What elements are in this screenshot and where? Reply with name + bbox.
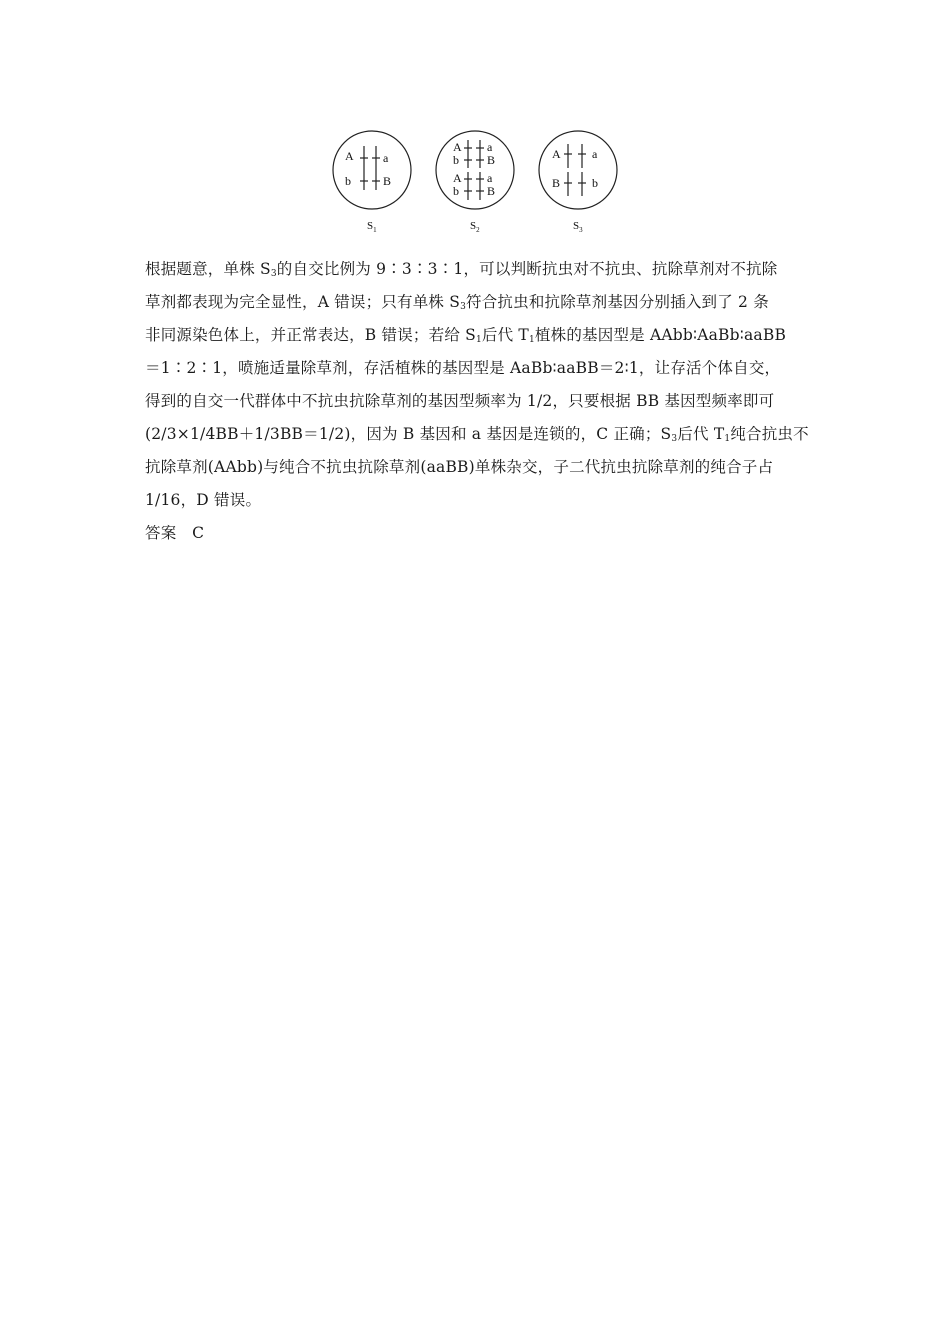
cell-s3 — [539, 131, 617, 234]
explanation-line-6: (2/3×1/4BB＋1/3BB＝1/2)，因为 B 基因和 a 基因是连锁的，C 正确；$S_3$后代 $T_1$纯合抗虫不 — [145, 425, 809, 444]
s2-gene-B-2: B — [487, 184, 496, 198]
chromosome-figure — [320, 120, 630, 240]
explanation-line-1: 根据题意，单株 $S_3$的自交比例为 9∶3∶3∶1，可以判断抗虫对不抗虫、抗除草剂对不抗除 — [145, 260, 778, 279]
explanation-text — [145, 253, 825, 550]
s2-gene-A-1: A — [453, 140, 462, 154]
explanation-line-4: ＝1∶2∶1，喷施适量除草剂，存活植株的基因型是 AaBb∶aaBB＝2∶1，让存活个体自交， — [145, 359, 781, 377]
s2-gene-a-2: a — [487, 171, 493, 185]
s3-gene-B: B — [552, 176, 561, 190]
explanation-line-3: 非同源染色体上，并正常表达，B 错误；若给 $S_1$后代 $T_1$植株的基因型是 AAbb∶AaBb∶aaBB — [145, 326, 787, 345]
s1-gene-A: A — [345, 149, 354, 163]
s3-gene-a: a — [592, 147, 598, 161]
s1-label: $S_1$ — [367, 220, 377, 234]
s2-label: $S_2$ — [470, 220, 480, 234]
cell-s2 — [436, 131, 514, 234]
s1-gene-a: a — [383, 151, 389, 165]
cell-s1 — [333, 131, 411, 234]
s3-label: $S_3$ — [573, 220, 583, 234]
explanation-line-7: 抗除草剂(AAbb)与纯合不抗虫抗除草剂(aaBB)单株杂交，子二代抗虫抗除草剂的纯合子占 — [145, 458, 774, 476]
explanation-line-2: 草剂都表现为完全显性，A 错误；只有单株 $S_3$符合抗虫和抗除草剂基因分别插入到了 2 条 — [145, 293, 769, 312]
s1-gene-b: b — [345, 174, 351, 188]
s2-gene-b-2: b — [453, 184, 459, 198]
explanation-line-8: 1/16，D 错误。 — [145, 491, 262, 509]
s1-gene-B: B — [383, 174, 392, 188]
s3-gene-b: b — [592, 176, 598, 190]
s3-gene-A: A — [552, 147, 561, 161]
answer-line: 答案 C — [145, 524, 205, 542]
s2-gene-A-2: A — [453, 171, 462, 185]
s2-gene-B-1: B — [487, 153, 496, 167]
s2-gene-a-1: a — [487, 140, 493, 154]
s2-gene-b-1: b — [453, 153, 459, 167]
explanation-line-5: 得到的自交一代群体中不抗虫抗除草剂的基因型频率为 1/2，只要根据 BB 基因型频率即可 — [145, 392, 775, 410]
